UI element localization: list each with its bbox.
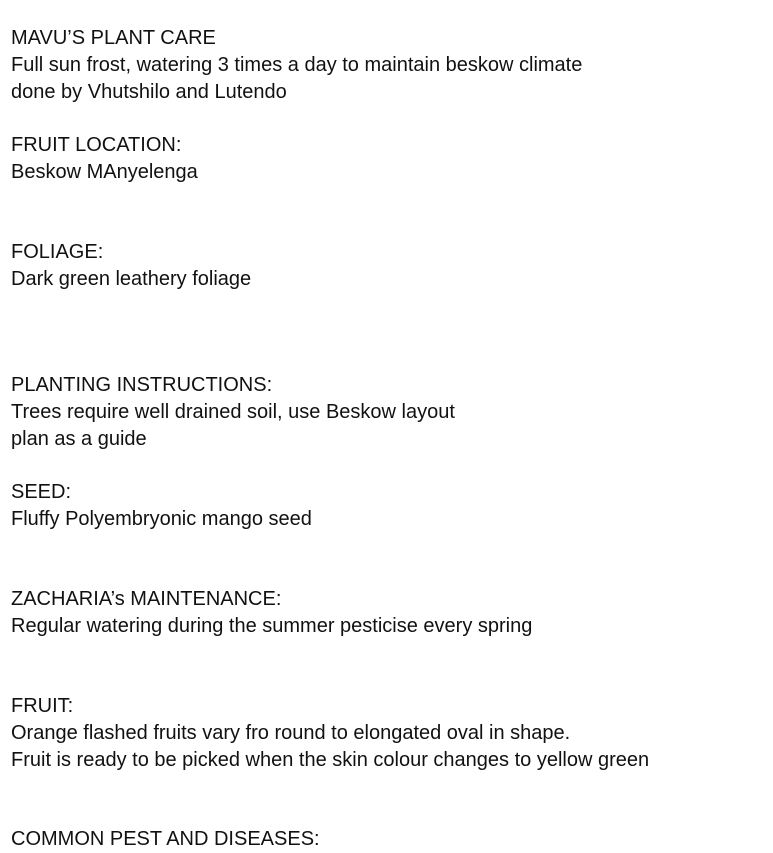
planting-instructions-text-1: Trees require well drained soil, use Beskow layout	[11, 401, 455, 423]
foliage-text: Dark green leathery foliage	[11, 268, 252, 290]
fruit-location-heading: FRUIT LOCATION:	[11, 134, 182, 156]
planting-instructions-text-2: plan as a guide	[11, 428, 147, 450]
maintenance-heading: ZACHARIA’s MAINTENANCE:	[11, 588, 282, 610]
foliage-heading: FOLIAGE:	[11, 241, 104, 263]
seed-text: Fluffy Polyembryonic mango seed	[11, 508, 312, 530]
seed-heading: SEED:	[11, 481, 72, 503]
plant-care-title: MAVU’S PLANT CARE	[11, 27, 216, 49]
plant-care-credit: done by Vhutshilo and Lutendo	[11, 81, 287, 103]
fruit-text-2: Fruit is ready to be picked when the skin colour changes to yellow green	[11, 749, 650, 771]
pest-diseases-heading: COMMON PEST AND DISEASES:	[11, 828, 320, 850]
plant-care-description: Full sun frost, watering 3 times a day to maintain beskow climate	[11, 54, 583, 76]
maintenance-text: Regular watering during the summer pesticise every spring	[11, 615, 533, 637]
fruit-location-text: Beskow MAnyelenga	[11, 161, 198, 183]
fruit-text-1: Orange flashed fruits vary fro round to elongated oval in shape.	[11, 722, 571, 744]
fruit-heading: FRUIT:	[11, 695, 74, 717]
planting-instructions-heading: PLANTING INSTRUCTIONS:	[11, 374, 273, 396]
